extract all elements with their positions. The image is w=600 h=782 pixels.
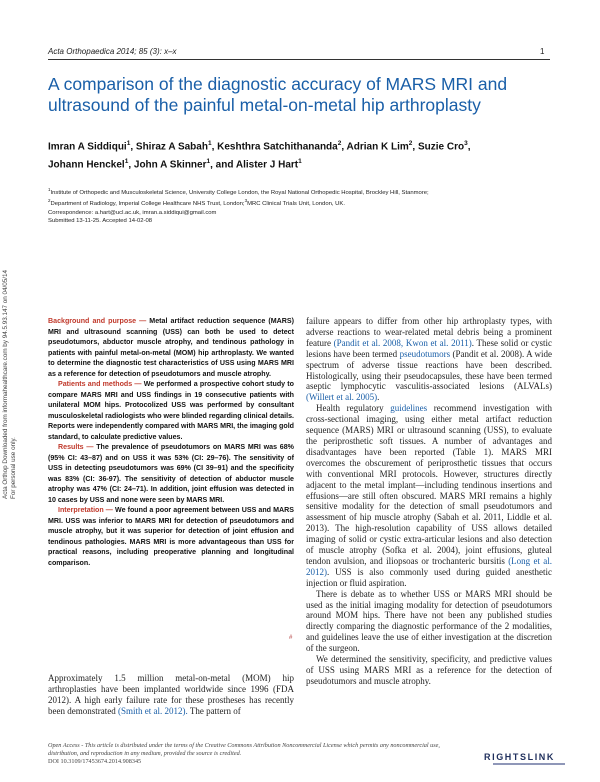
download-watermark-text	[2, 270, 18, 499]
rightslink-logo-underline	[493, 763, 565, 765]
author-name: , Suzie Cro	[412, 141, 465, 153]
introduction-column-2	[306, 316, 552, 687]
abstract-section-label: Background and purpose —	[48, 317, 147, 325]
author-affiliation-mark: 2	[408, 140, 413, 147]
submission-dates: Submitted 13-11-25. Accepted 14-02-08	[48, 218, 153, 225]
abstract-interpretation: Interpretation — We found a poor agreement between USS and MARS MRI. USS was inferior to MARS MRI for detection of pseudotumors and muscle atrophy, but it was superior for detection of joint effusion and tendinous pathologies. MARS MRI is more advantageous than USS for practical reasons, including preoperative planning and longitudinal comparison.	[48, 506, 294, 567]
author-affiliation-mark: 1	[206, 158, 211, 166]
author-affiliation-mark: 1	[298, 158, 302, 166]
author-affiliation-mark: 2	[337, 140, 342, 147]
title-line-1: A comparison of the diagnostic accuracy of MARS MRI and	[48, 74, 508, 94]
author-list	[48, 136, 558, 173]
author-name: , Adrian K Lim	[341, 141, 409, 153]
abstract-results: Results — The prevalence of pseudotumors on MARS MRI was 68% (95% CI: 43–87) and on USS it was 53% (CI: 29–76). The sensitivity of USS in detecting pseudotumors was 69% (CI 39–91) and the specificity was 83% (CI: 36-97). The sensitivity of detection of abductor muscle atrophy was 47% (CI: 24–71). In addition, joint effusion was detected in 10 cases by USS and none were seen by MARS MRI.	[48, 443, 294, 504]
license-footer	[48, 742, 558, 766]
author-affiliation-mark: 1	[126, 140, 131, 147]
introduction-column-1	[48, 673, 294, 717]
term-link[interactable]: pseudotumors	[399, 348, 451, 359]
article-title	[48, 74, 558, 116]
download-watermark	[2, 270, 28, 500]
section-end-marker: #	[289, 635, 293, 641]
abstract-section-label: Patients and methods —	[58, 380, 142, 388]
body-paragraph: failure appears to differ from other hip arthroplasty types, with adverse reactions to wear-related metal debris being a prominent feature (Pandit et al. 2008, Kwon et al. 2011). These solid or cystic lesions have been termed pseudotumors (Pandit et al. 2008). A wide spectrum of adverse tissue reactions have been described. Histologically, using their pseudocapsules, these have been termed aseptic lymphocytic vasculitis-associated lesions (ALVALs) (Willert et al. 2005).	[306, 316, 553, 403]
affiliation-line-2: $^2$Department of Radiology, Imperial College Healthcare NHS Trust, London;$^3$MRC Clinical Trials Unit, London, UK.	[48, 198, 345, 208]
abstract-section-label: Results —	[58, 443, 94, 451]
license-line-1: Open Access - This article is distributed under the terms of the Creative Commons Attribution Noncommercial License which permits any noncommercial use,	[48, 742, 440, 749]
author-name: Imran A Siddiqui	[48, 141, 127, 153]
body-paragraph: We determined the sensitivity, specificity, and predictive values of USS using MARS MRI as a reference for the detection of pseudotumors and muscle atrophy.	[306, 654, 552, 686]
affiliations	[48, 186, 568, 226]
citation-link[interactable]: (Smith et al. 2012).	[117, 705, 188, 716]
body-paragraph: Health regulatory guidelines recommend investigation with cross-sectional imaging, using either metal artifact reduction sequence (MARS) MRI or ultrasound scanning (USS), to evaluate the periprosthetic soft tissues. A number of advantages and disadvantages have been reported (Table 1). MARS MRI overcomes the obscurement of periprosthetic tissues that occurs with conventional MRI protocols. However, structures directly adjacent to the metal implant—including tendinous insertions and effusions—are still often obscured. MARS MRI remains a highly sensitive modality for the detection of small pseudotumors and assessment of hip muscle atrophy (Sabah et al. 2011, Liddle et al. 2013). The high-resolution capability of USS allows detailed imaging of solid or cystic extra-articular lesions and also detection of muscle atrophy (Sofka et al. 2004), joint effusions, gluteal tendon avulsion, and iliopsoas or trochanteric bursitis (Long et al. 2012). USS is also commonly used during guided anesthetic injection or fluid aspiration.	[306, 403, 552, 588]
author-name: , Shiraz A Sabah	[130, 141, 208, 153]
citation-link[interactable]: (Long et al. 2012)	[306, 555, 552, 577]
license-line-2: distribution, and reproduction in any medium, provided the source is credited.	[48, 750, 242, 757]
author-name: Johann Henckel	[48, 159, 125, 171]
author-name: , and Alister J Hart	[210, 159, 299, 171]
author-affiliation-mark: 3	[464, 140, 468, 147]
author-affiliation-mark: 1	[124, 158, 129, 166]
rightslink-logo[interactable]: RIGHTSLINK	[484, 752, 555, 762]
doi[interactable]: DOI 10.3109/17453674.2014.908345	[48, 758, 142, 765]
affiliation-line-1: $^1$Institute of Orthopedic and Musculoskeletal Science, University College London, the Royal National Orthopedic Hospital, Brockley Hill, Stanmore;	[48, 187, 429, 196]
citation-link[interactable]: (Pandit et al. 2008, Kwon et al. 2011)	[333, 337, 472, 348]
intro-paragraph: Approximately 1.5 million metal-on-metal (MOM) hip arthroplasties have been implanted worldwide since 1996 (FDA 2012). A high early failure rate for these prostheses has recently been demonstrated (Smith et al. 2012). The pattern of	[48, 673, 294, 716]
correspondence: Correspondence: a.hart@ucl.ac.uk, imran.a.siddiqui@gmail.com	[48, 209, 217, 216]
abstract-methods: Patients and methods — We performed a prospective cohort study to compare MARS MRI and USS findings in 19 consecutive patients with unilateral MOM hips. Protocolized USS was performed by consultant musculoskeletal radiologists who were blinded regarding clinical details. Reports were independently compared with MARS MRI, the imaging gold standard, to calculate predictive values.	[48, 380, 294, 441]
watermark-line-2: For personal use only.	[10, 437, 17, 499]
body-paragraph: There is debate as to whether USS or MARS MRI should be used as the initial imaging modality for detection of pseudotumors around MOM hips. There have not been any published studies directly comparing the diagnostic performance of the 2 modalities, and guidelines leave the use of either investigation at the discretion of the surgeon.	[306, 588, 552, 654]
header-rule	[48, 59, 550, 60]
abstract-section-label: Interpretation —	[58, 506, 113, 514]
author-name: , Keshthra Satchithananda	[211, 141, 338, 153]
journal-citation: Acta Orthopaedica 2014; 85 (3): x–x	[48, 47, 177, 56]
page-number: 1	[540, 47, 545, 56]
author-name: , John A Skinner	[128, 159, 207, 171]
author-line-1: Imran A Siddiqui$^1$, Shiraz A Sabah$^1$, Keshthra Satchithananda$^2$, Adrian K Lim$^2$, Suzie Cro$^3$,	[48, 140, 471, 153]
author-line-2	[48, 154, 558, 172]
watermark-line-1: Acta Orthop Downloaded from informahealthcare.com by 94.5.93.147 on 04/05/14	[2, 270, 9, 499]
title-line-2: ultrasound of the painful metal-on-metal hip arthroplasty	[48, 95, 481, 115]
abstract	[48, 316, 294, 568]
citation-link[interactable]: (Willert et al. 2005)	[306, 392, 378, 403]
guidelines-link[interactable]: guidelines	[390, 403, 428, 414]
abstract-background: Background and purpose — Metal artifact reduction sequence (MARS) MRI and ultrasound scanning (USS) can both be used to detect pseudotumors, abductor muscle atrophy, and tendinous pathology in patients with painful metal-on-metal (MOM) hip arthroplasty. We wanted to determine the diagnostic test characteristics of USS using MARS MRI as a reference for detection of pseudotumors and muscle atrophy.	[48, 317, 294, 378]
author-affiliation-mark: 1	[207, 140, 212, 147]
